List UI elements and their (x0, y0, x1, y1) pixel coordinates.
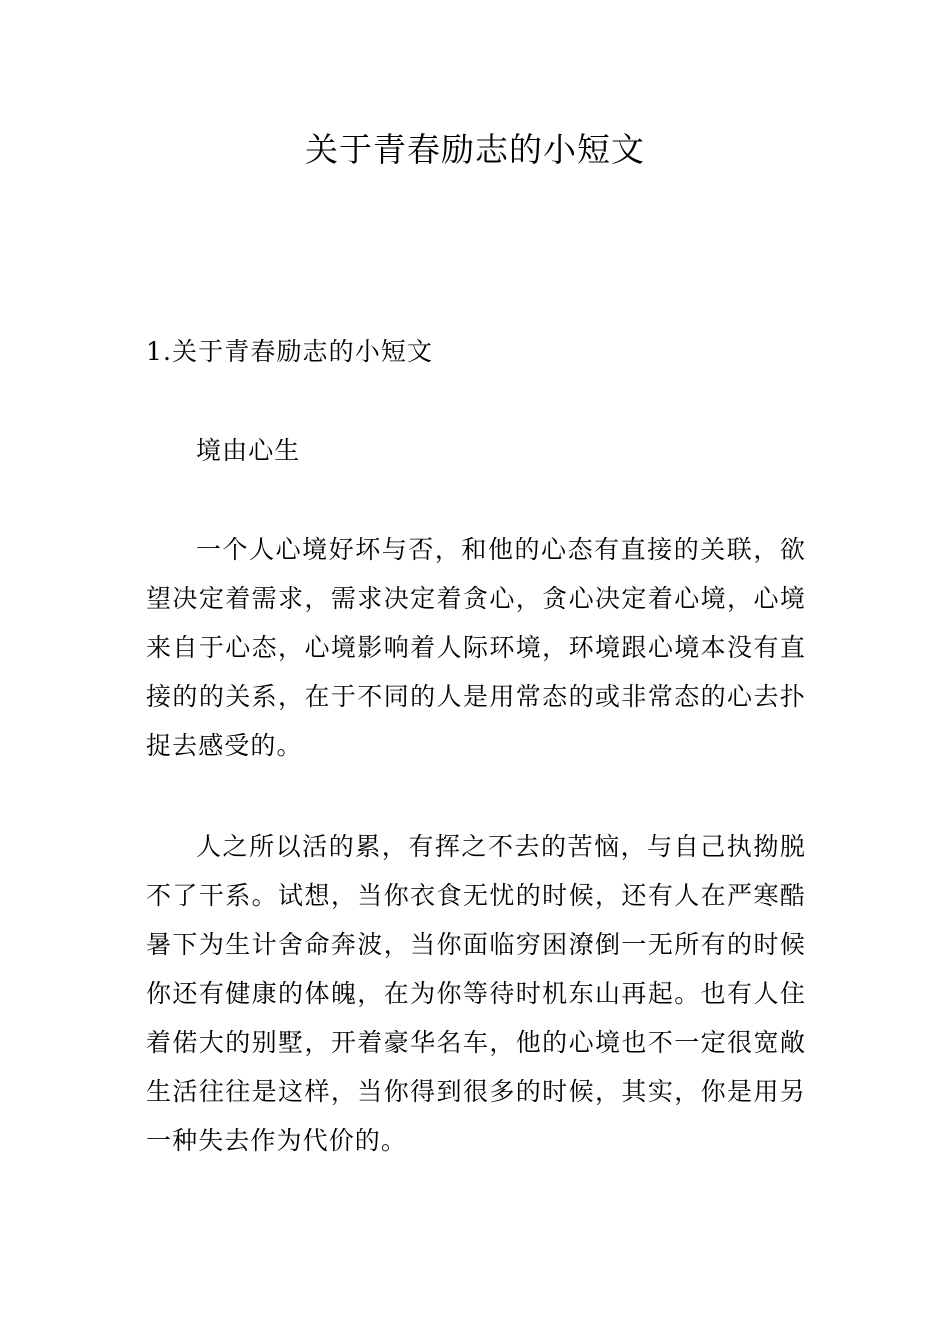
document-title: 关于青春励志的小短文 (305, 130, 645, 169)
paragraph: 一个人心境好坏与否，和他的心态有直接的关联，欲望决定着需求，需求决定着贪心，贪心决定着心境，心境来自于心态，心境影响着人际环境，环境跟心境本没有直接的的关系，在于不同的人是用常态的或非常态的心去扑捉去感受的。 (146, 535, 806, 760)
essay-subheading: 境由心生 (196, 436, 301, 465)
section-heading: 1.关于青春励志的小短文 (146, 337, 434, 366)
paragraph: 人之所以活的累，有挥之不去的苦恼，与自己执拗脱不了干系。试想，当你衣食无忧的时候，还有人在严寒酷暑下为生计舍命奔波，当你面临穷困潦倒一无所有的时候你还有健康的体魄，在为你等待时机东山再起。也有人住着偌大的别墅，开着豪华名车，他的心境也不一定很宽敞生活往往是这样，当你得到很多的时候，其实，你是用另一种失去作为代价的。 (146, 832, 806, 1155)
